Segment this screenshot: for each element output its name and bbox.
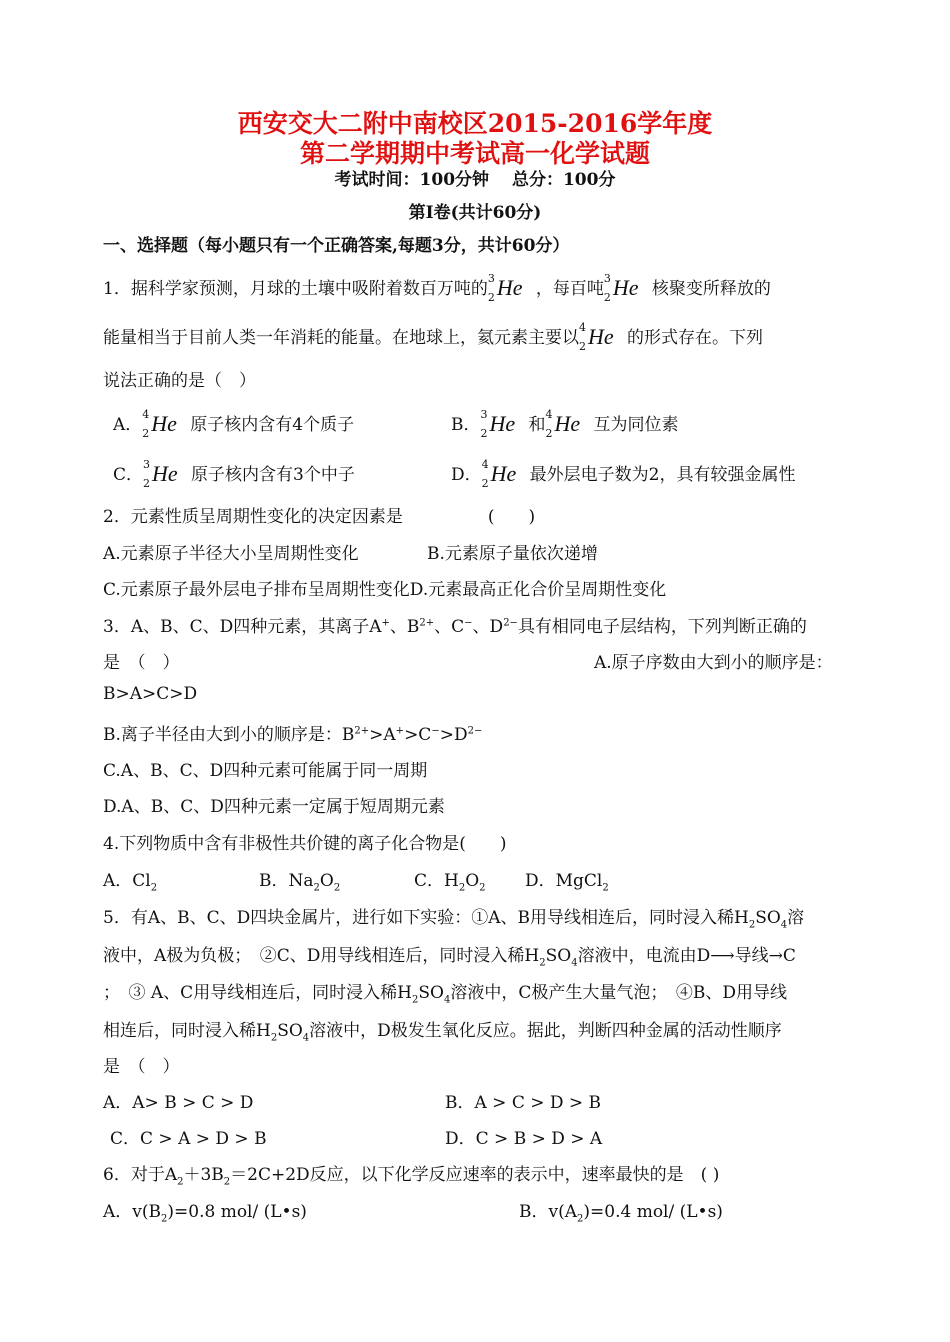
helium-4-nuclide: 4 He 2 [545, 408, 581, 440]
q4-stem: 4.下列物质中含有非极性共价键的离子化合物是( ) [103, 834, 507, 854]
q4-option-b: B．$Na_2O_2$ [259, 871, 341, 894]
q2-option-c-d: C.元素原子最外层电子排布呈周期性变化D.元素最高正化合价呈周期性变化 [103, 580, 667, 600]
q5-option-a: A．A> B > C > D [103, 1093, 254, 1113]
q4-option-c: C．$H_2O_2$ [414, 871, 486, 894]
helium-4-nuclide: 4 He 2 [481, 458, 517, 490]
q3-option-c: C.A、B、C、D四种元素可能属于同一周期 [103, 761, 428, 781]
q1-option-c: C． 3 He 2 原子核内含有3个中子 [113, 458, 355, 490]
q4-option-d: D．MgCl$_2$ [525, 871, 609, 894]
q3-line2-left: 是 （ ） [103, 653, 180, 673]
helium-4-nuclide: 4 He 2 [579, 321, 614, 353]
q5-line3: ； ③ A、C用导线相连后，同时浸入稀$H_2SO_4$溶液中，C极产生大量气泡； ④B、D用导线 [103, 983, 787, 1006]
helium-3-nuclide: 3 He 2 [603, 272, 639, 304]
q6-option-b: B．$v(A_2)=0.4$ mol/ (L•s) [519, 1202, 723, 1225]
q1-option-d: D． 4 He 2 最外层电子数为2，具有较强金属性 [451, 458, 796, 490]
q3-option-d: D.A、B、C、D四种元素一定属于短周期元素 [103, 797, 445, 817]
q5-option-c: C．C > A > D > B [110, 1129, 267, 1149]
q1-line2: 能量相当于目前人类一年消耗的能量。在地球上，氦元素主要以 4 He 2 的形式存在。下列 [103, 321, 763, 353]
helium-3-nuclide: 3 He 2 [487, 272, 523, 304]
q6-stem: 6．对于$A_2+3B_2=2C+2D$反应，以下化学反应速率的表示中，速率最快的是 ( ) [103, 1165, 720, 1188]
q3-line1: 3．A、B、C、D四种元素，其离子A+、$B^{2+}$、C−、$D^{2-}$具有相同电子层结构，下列判断正确的 [103, 617, 807, 637]
q4-option-a: A．$Cl_2$ [103, 871, 158, 894]
q5-line1: 5．有A、B、C、D四块金属片，进行如下实验：①A、B用导线相连后，同时浸入稀$H_2SO_4$溶 [103, 908, 805, 931]
volume-heading: 第I卷(共计60分) [408, 203, 542, 223]
exam-info: 考试时间：100分钟 总分：100分 [334, 170, 616, 190]
q3-option-a: A.原子序数由大到小的顺序是： [594, 653, 833, 673]
q3-option-a-order: B>A>C>D [103, 684, 198, 704]
q2-stem: 2．元素性质呈周期性变化的决定因素是 ( ) [103, 507, 536, 527]
q6-option-a: A．$v(B_2)=0.8$ mol/ (L•s) [103, 1202, 307, 1225]
q1-line3: 说法正确的是（ ） [103, 371, 256, 391]
q1-line1: 1．据科学家预测，月球的土壤中吸附着数百万吨的 3 He 2 ，每百吨 3 He 2 核聚变所释放的 [103, 272, 771, 304]
q3-option-b: B.离子半径由大到小的顺序是：$B^{2+}>A^+>C^->D^{2-}$ [103, 725, 483, 745]
q1-option-b: B． 3 He 2 和 4 He 2 互为同位素 [451, 408, 679, 440]
q1-option-a: A． 4 He 2 原子核内含有4个质子 [113, 408, 355, 440]
q5-line2: 液中，A极为负极； ②C、D用导线相连后，同时浸入稀$H_2SO_4$溶液中，电流由D⟶导线→C [103, 946, 796, 969]
q5-line5: 是 （ ） [103, 1057, 180, 1077]
exam-title-line1: 西安交大二附中南校区2015-2016学年度 [237, 109, 713, 138]
helium-3-nuclide: 3 He 2 [143, 458, 178, 490]
q5-line4: 相连后，同时浸入稀$H_2SO_4$溶液中，D极发生氧化反应。据此，判断四种金属的活动性顺序 [103, 1021, 782, 1044]
q2-option-a: A.元素原子半径大小呈周期性变化 [103, 544, 359, 564]
section-heading: 一、选择题（每小题只有一个正确答案,每题3分，共计60分） [103, 236, 570, 256]
exam-title-line2: 第二学期期中考试高一化学试题 [299, 139, 650, 168]
helium-4-nuclide: 4 He 2 [142, 408, 177, 440]
q2-option-b: B.元素原子量依次递增 [427, 544, 598, 564]
q5-option-d: D．C > B > D > A [445, 1129, 603, 1149]
helium-3-nuclide: 3 He 2 [480, 408, 516, 440]
q5-option-b: B．A > C > D > B [445, 1093, 602, 1113]
